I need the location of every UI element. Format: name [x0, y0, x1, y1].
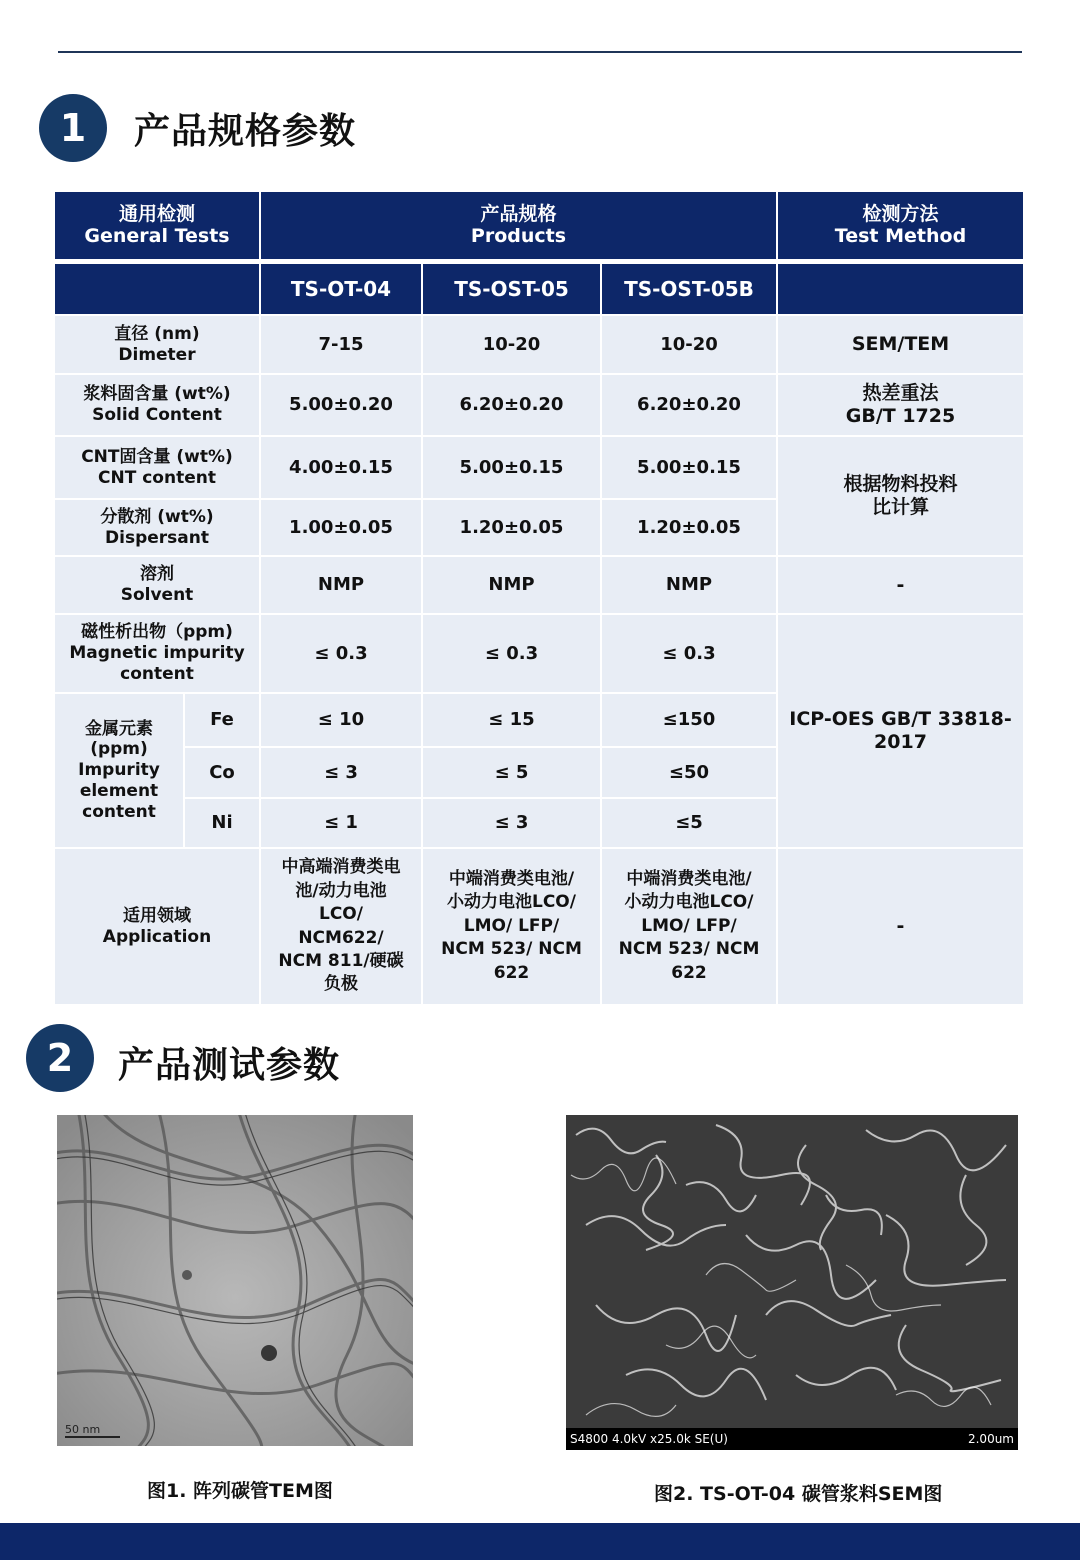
method-cell: SEM/TEM	[777, 315, 1024, 374]
cell-value: ≤ 3	[260, 747, 422, 798]
tem-nanotubes-graphic	[57, 1115, 413, 1446]
spec-table	[53, 190, 1025, 1006]
cell-value: 4.00±0.15	[260, 436, 422, 499]
top-rule	[58, 51, 1022, 53]
row-label: 溶剂 Solvent	[54, 556, 260, 614]
cell-value: ≤ 15	[422, 693, 601, 747]
table-row-solid-content	[54, 374, 1024, 436]
cell-value: ≤ 0.3	[260, 614, 422, 693]
method-cell: 根据物料投料 比计算	[777, 436, 1024, 556]
cell-value: 6.20±0.20	[601, 374, 777, 436]
section-2-title: 产品测试参数	[118, 1045, 341, 1086]
product-name: TS-OST-05	[422, 261, 601, 315]
cell-value: ≤ 0.3	[422, 614, 601, 693]
cell-value: 中端消费类电池/ 小动力电池LCO/ LMO/ LFP/ NCM 523/ NCM 622	[601, 848, 777, 1005]
figure-2-caption: 图2. TS-OT-04 碳管浆料SEM图	[654, 1483, 943, 1505]
section-1-title: 产品规格参数	[134, 111, 357, 152]
product-names-row	[54, 261, 1024, 315]
method-cell: -	[777, 556, 1024, 614]
cell-value: 1.00±0.05	[260, 499, 422, 556]
cell-value: 5.00±0.15	[601, 436, 777, 499]
table-row-magnetic-impurity	[54, 614, 1024, 693]
cell-value: 10-20	[601, 315, 777, 374]
method-cell: 热差重法 GB/T 1725	[777, 374, 1024, 436]
table-row-application	[54, 848, 1024, 1005]
cell-value: ≤5	[601, 798, 777, 848]
row-label: CNT固含量 (wt%) CNT content	[54, 436, 260, 499]
method-blank-cell	[777, 261, 1024, 315]
tem-image	[57, 1115, 413, 1446]
header-test-method: 检测方法 Test Method	[777, 191, 1024, 261]
cell-value: 5.00±0.20	[260, 374, 422, 436]
cell-value: ≤ 10	[260, 693, 422, 747]
header-general-tests: 通用检测 General Tests	[54, 191, 260, 261]
cell-value: ≤50	[601, 747, 777, 798]
footer-bar	[0, 1523, 1080, 1560]
cell-value: ≤150	[601, 693, 777, 747]
table-row-cnt-content	[54, 436, 1024, 499]
row-label: 分散剂 (wt%) Dispersant	[54, 499, 260, 556]
table-row-diameter	[54, 315, 1024, 374]
cell-value: 5.00±0.15	[422, 436, 601, 499]
cell-value: 1.20±0.05	[601, 499, 777, 556]
element-label: Co	[184, 747, 260, 798]
sem-image	[566, 1115, 1018, 1450]
product-name: TS-OT-04	[260, 261, 422, 315]
sem-info-text: S4800 4.0kV x25.0k SE(U)	[570, 1432, 728, 1446]
row-label: 直径 (nm) Dimeter	[54, 315, 260, 374]
row-label: 适用领域 Application	[54, 848, 260, 1005]
cell-value: NMP	[422, 556, 601, 614]
cell-value: 6.20±0.20	[422, 374, 601, 436]
row-label: 金属元素 (ppm) Impurity element content	[54, 693, 184, 848]
cell-value: ≤ 0.3	[601, 614, 777, 693]
row-label: 浆料固含量 (wt%) Solid Content	[54, 374, 260, 436]
sem-scale-text: 2.00um	[967, 1432, 1014, 1446]
sem-info-bar	[566, 1428, 1018, 1450]
section-1-badge: 1	[39, 94, 107, 162]
cell-value: ≤ 3	[422, 798, 601, 848]
header-products: 产品规格 Products	[260, 191, 777, 261]
section-2-badge: 2	[26, 1024, 94, 1092]
table-row-solvent	[54, 556, 1024, 614]
method-cell: -	[777, 848, 1024, 1005]
method-cell: ICP-OES GB/T 33818- 2017	[777, 614, 1024, 848]
cell-value: NMP	[601, 556, 777, 614]
cell-value: NMP	[260, 556, 422, 614]
element-label: Fe	[184, 693, 260, 747]
cell-value: 中高端消费类电 池/动力电池 LCO/ NCM622/ NCM 811/硬碳 负极	[260, 848, 422, 1005]
product-blank-cell	[54, 261, 260, 315]
cell-value: 10-20	[422, 315, 601, 374]
element-label: Ni	[184, 798, 260, 848]
figure-1-caption: 图1. 阵列碳管TEM图	[147, 1480, 333, 1502]
row-label: 磁性析出物（ppm) Magnetic impurity content	[54, 614, 260, 693]
cell-value: 中端消费类电池/ 小动力电池LCO/ LMO/ LFP/ NCM 523/ NCM 622	[422, 848, 601, 1005]
cell-value: 7-15	[260, 315, 422, 374]
cell-value: 1.20±0.05	[422, 499, 601, 556]
cell-value: ≤ 1	[260, 798, 422, 848]
tem-scale-bar: 50 nm	[65, 1423, 100, 1436]
product-name: TS-OST-05B	[601, 261, 777, 315]
table-header-row	[54, 191, 1024, 261]
sem-nanotubes-graphic	[566, 1115, 1018, 1428]
cell-value: ≤ 5	[422, 747, 601, 798]
